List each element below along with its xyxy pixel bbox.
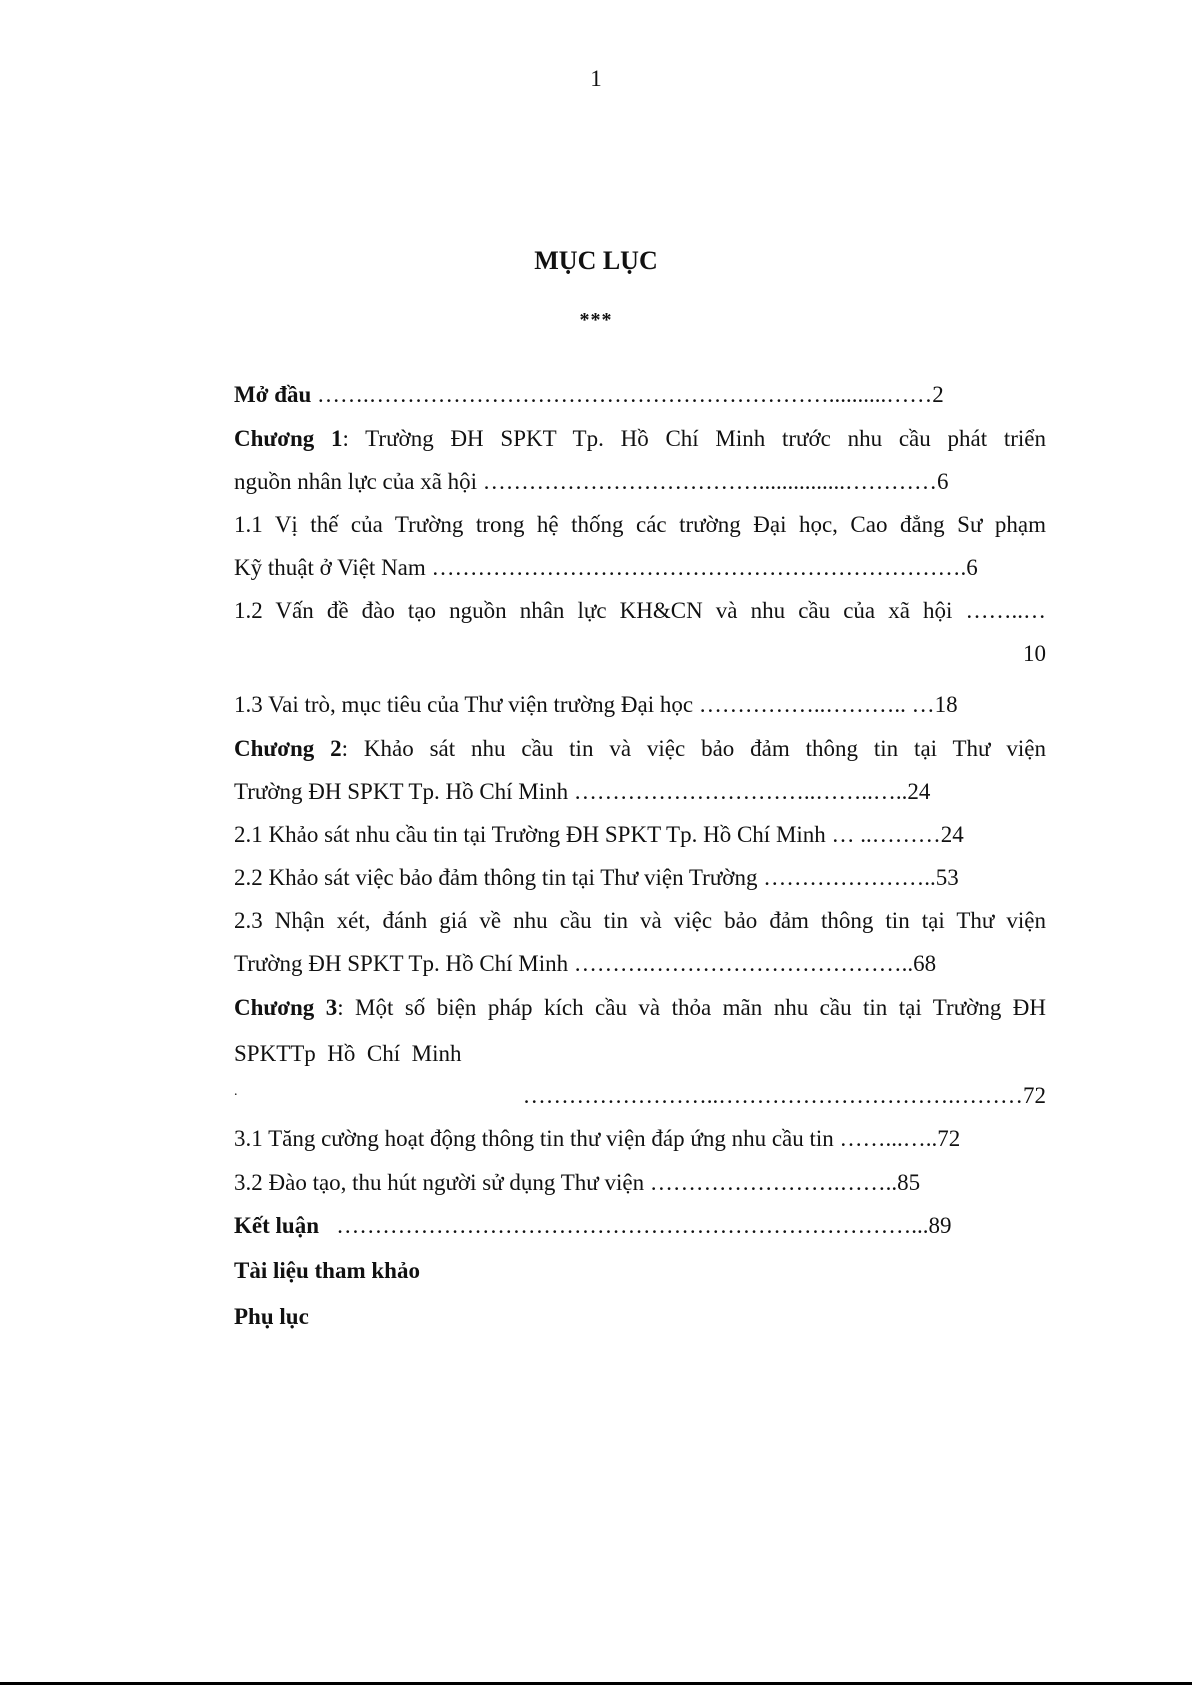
toc-entry-chapter-3[interactable]: Chương 3: Một số biện pháp kích cầu và thỏa mãn nhu cầu tin tại Trường ĐH [234,995,1046,1020]
toc-entry-chapter-2[interactable]: Chương 2: Khảo sát nhu cầu tin và việc bảo đảm thông tin tại Thư viện [234,736,1046,761]
toc-entry-chapter-2-cont: Trường ĐH SPKT Tp. Hồ Chí Minh …………………………..……..…..24 [234,779,931,804]
toc-entry-3-2[interactable]: 3.2 Đào tạo, thu hút người sử dụng Thư viện …………………….……..85 [234,1170,921,1195]
toc-entry-chapter-3-page: ……………………..………………………….………72 [522,1083,1046,1108]
title-ornament: *** [579,309,613,331]
toc-entry-1-1-cont: Kỹ thuật ở Việt Nam …………………………………………………………….6 [234,555,978,580]
toc-title: MỤC LỤC [534,246,658,275]
toc-entry-1-3[interactable]: 1.3 Vai trò, mục tiêu của Thư viện trường Đại học ……………..……….. …18 [234,692,958,717]
toc-entry-2-1[interactable]: 2.1 Khảo sát nhu cầu tin tại Trường ĐH SPKT Tp. Hồ Chí Minh … ..………24 [234,822,964,847]
toc-entry-1-1[interactable]: 1.1 Vị thế của Trường trong hệ thống các trường Đại học, Cao đẳng Sư phạm [234,512,1046,537]
toc-entry-chapter-3-dot: . [234,1084,238,1099]
toc-entry-chapter-1[interactable]: Chương 1: Trường ĐH SPKT Tp. Hồ Chí Minh trước nhu cầu phát triển [234,426,1046,451]
toc-entry-2-3[interactable]: 2.3 Nhận xét, đánh giá về nhu cầu tin và việc bảo đảm thông tin tại Thư viện [234,908,1046,933]
toc-entry-3-1[interactable]: 3.1 Tăng cường hoạt động thông tin thư viện đáp ứng nhu cầu tin ……...…..72 [234,1126,961,1151]
page-number: 1 [590,66,602,91]
toc-entry-1-2-page: 10 [1023,641,1046,666]
toc-entry-references[interactable]: Tài liệu tham khảo [234,1258,420,1283]
toc-entry-appendix[interactable]: Phụ lục [234,1304,309,1329]
toc-entry-intro[interactable]: Mở đầu …….……………………………………………………..........……2 [234,382,944,407]
toc-entry-2-3-cont: Trường ĐH SPKT Tp. Hồ Chí Minh ……….……………………………..68 [234,951,937,976]
toc-entry-conclusion[interactable]: Kết luận …………………………………………………………………...89 [234,1213,952,1238]
toc-entry-chapter-3-cont: SPKTTp Hồ Chí Minh [234,1041,462,1066]
toc-entry-chapter-1-cont: nguồn nhân lực của xã hội ………………………………...............…………6 [234,469,949,494]
toc-entry-1-2[interactable]: 1.2 Vấn đề đào tạo nguồn nhân lực KH&CN và nhu cầu của xã hội ……..… [234,598,1046,623]
toc-entry-2-2[interactable]: 2.2 Khảo sát việc bảo đảm thông tin tại Thư viện Trường …………………..53 [234,865,959,890]
